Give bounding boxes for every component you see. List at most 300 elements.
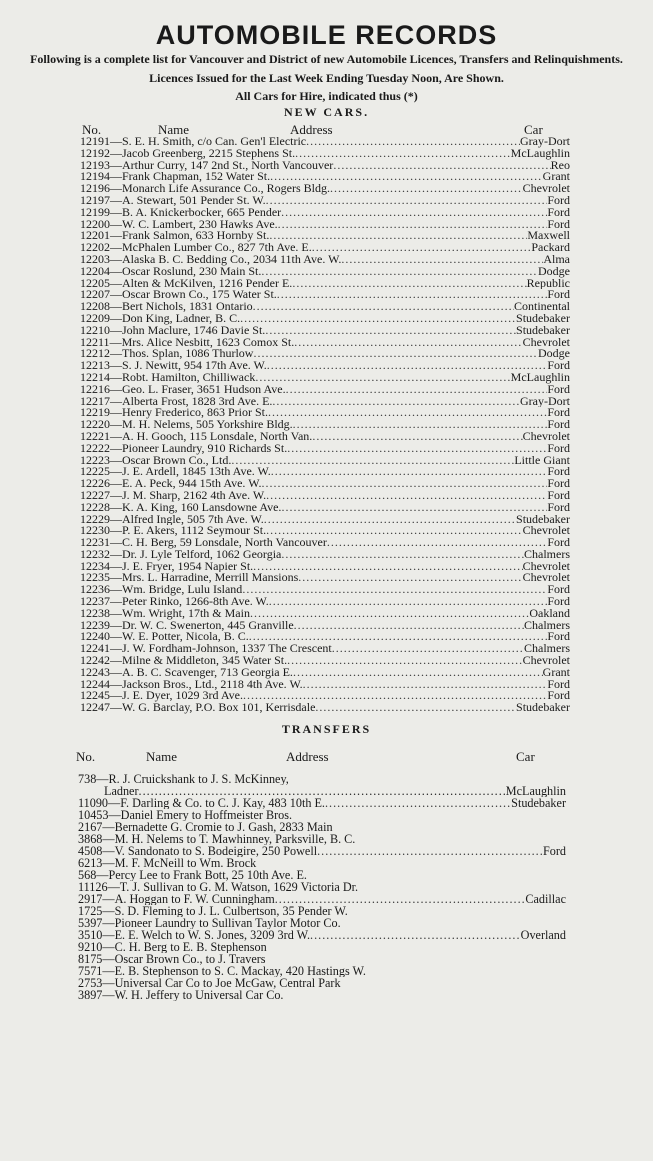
- leader-dots: [281, 502, 547, 514]
- list-item: [80, 443, 570, 455]
- list-item: [80, 702, 570, 714]
- car-make: Ford: [547, 596, 570, 608]
- list-item: [78, 905, 566, 917]
- transfers-list: [0, 773, 653, 1001]
- entry-text: Henry Frederico, 863 Prior St.: [122, 407, 268, 420]
- separator-dash: —: [102, 857, 115, 870]
- separator-dash: —: [96, 869, 109, 882]
- car-make: Chalmers: [524, 548, 570, 561]
- leader-dots: [292, 278, 526, 290]
- leader-dots: [325, 797, 511, 809]
- car-make: Grant: [542, 666, 570, 679]
- car-make: Chevrolet: [522, 430, 570, 443]
- entry-text: Pioneer Laundry to Sullivan Taylor Motor Co.: [114, 917, 341, 930]
- leader-dots: [253, 561, 523, 573]
- leader-dots: [327, 537, 547, 549]
- list-item: [78, 929, 566, 941]
- separator-dash: —: [110, 454, 122, 467]
- entry-text: A. Hoggan to F. W. Cunningham: [114, 893, 275, 906]
- separator-dash: —: [110, 171, 122, 184]
- leader-dots: [270, 171, 543, 183]
- list-item: [78, 857, 566, 869]
- entry-text: P. E. Akers, 1112 Seymour St.: [122, 525, 267, 538]
- separator-dash: —: [110, 466, 122, 479]
- leader-dots: [330, 183, 523, 195]
- separator-dash: —: [110, 383, 122, 396]
- list-item: [80, 549, 570, 561]
- separator-dash: —: [110, 194, 122, 207]
- list-item: [78, 773, 566, 785]
- list-item: [78, 989, 566, 1001]
- separator-dash: —: [110, 395, 122, 408]
- car-make: Ford: [547, 407, 570, 420]
- leader-dots: [341, 254, 543, 266]
- entry-text: Percy Lee to Frank Bott, 25 10th Ave. E.: [108, 869, 307, 882]
- leader-dots: [293, 667, 543, 679]
- car-make: Dodge: [538, 265, 570, 278]
- entry-text: A. B. C. Scavenger, 713 Georgia E.: [122, 666, 293, 679]
- leader-dots: [261, 478, 547, 490]
- list-item: [80, 207, 570, 219]
- entry-text: Frank Chapman, 152 Water St.: [122, 171, 271, 184]
- record-number: 12222: [80, 442, 110, 455]
- list-item: [80, 502, 570, 514]
- car-make: Republic: [526, 277, 570, 290]
- car-make: Little Giant: [514, 454, 570, 467]
- record-number: 12200: [80, 218, 110, 231]
- entry-text: C. H. Berg to E. B. Stephenson: [114, 941, 267, 954]
- car-make: Ford: [547, 289, 570, 302]
- list-item: [80, 325, 570, 337]
- record-number: 12192: [80, 147, 110, 160]
- list-item-continuation: [104, 785, 566, 797]
- leader-dots: [315, 702, 516, 714]
- entry-text: Frank Salmon, 633 Hornby St.: [122, 230, 270, 243]
- record-number: 3510: [78, 929, 103, 942]
- record-number: 12209: [80, 312, 110, 325]
- entry-text: K. A. King, 160 Lansdowne Ave.: [122, 501, 282, 514]
- column-car: Car: [516, 749, 535, 765]
- car-make: Studebaker: [516, 513, 570, 526]
- record-number: 12231: [80, 537, 110, 549]
- entry-text: W. H. Jeffery to Universal Car Co.: [114, 989, 284, 1002]
- car-make: Chevrolet: [522, 655, 570, 667]
- entry-text: J. M. Sharp, 2162 4th Ave. W.: [122, 489, 267, 502]
- entry-text: Ladner: [104, 785, 139, 798]
- list-item: [80, 384, 570, 396]
- entry-text: Jacob Greenberg, 2215 Stephens St.: [122, 147, 296, 160]
- separator-dash: —: [110, 690, 122, 703]
- separator-dash: —: [110, 525, 122, 538]
- separator-dash: —: [110, 702, 122, 715]
- list-item: [80, 289, 570, 301]
- leader-dots: [278, 219, 548, 231]
- leader-dots: [271, 466, 548, 478]
- entry-text: Monarch Life Assurance Co., Rogers Bldg.: [122, 183, 330, 195]
- separator-dash: —: [102, 929, 115, 942]
- entry-text: John Maclure, 1746 Davie St.: [122, 324, 266, 337]
- leader-dots: [310, 929, 521, 941]
- entry-text: Don King, Ladner, B. C.: [122, 312, 241, 325]
- list-item: [78, 809, 566, 821]
- record-number: 12238: [80, 607, 110, 620]
- leader-dots: [333, 160, 550, 172]
- list-item: [80, 596, 570, 608]
- entry-text: Robt. Hamilton, Chilliwack: [122, 371, 256, 384]
- list-item: [80, 525, 570, 537]
- car-make: Chevrolet: [522, 560, 570, 573]
- record-number: 11090: [78, 797, 109, 810]
- separator-dash: —: [110, 324, 122, 337]
- entry-text: M. F. McNeill to Wm. Brock: [114, 857, 257, 870]
- list-item: [80, 643, 570, 655]
- separator-dash: —: [110, 548, 122, 561]
- entry-text: W. E. Potter, Nicola, B. C.: [122, 631, 249, 644]
- separator-dash: —: [96, 773, 109, 786]
- separator-dash: —: [110, 619, 122, 632]
- entry-text: J. E. Dyer, 1029 3rd Ave.: [122, 690, 243, 703]
- record-number: 12196: [80, 183, 110, 195]
- record-number: 12205: [80, 277, 110, 290]
- separator-dash: —: [110, 430, 122, 443]
- entry-text: A. Stewart, 501 Pender St. W.: [122, 194, 266, 207]
- list-item: [78, 869, 566, 881]
- car-make: Ford: [547, 489, 570, 502]
- list-item: [80, 348, 570, 360]
- separator-dash: —: [110, 136, 122, 148]
- car-make: Overland: [520, 929, 566, 942]
- list-item: [80, 278, 570, 290]
- leader-dots: [266, 525, 523, 537]
- list-item: [78, 845, 566, 857]
- separator-dash: —: [110, 301, 122, 313]
- record-number: 12201: [80, 230, 110, 243]
- entry-text: Dr. W. C. Swenerton, 445 Granville: [122, 619, 294, 632]
- list-item: [80, 679, 570, 691]
- separator-dash: —: [110, 584, 122, 597]
- car-make: McLaughlin: [505, 785, 566, 798]
- leader-dots: [266, 195, 548, 207]
- entry-text: Thos. Splan, 1086 Thurlow: [122, 348, 254, 361]
- record-number: 8175: [78, 953, 103, 966]
- leader-dots: [265, 325, 516, 337]
- leader-dots: [267, 360, 548, 372]
- list-item: [80, 584, 570, 596]
- leader-dots: [275, 893, 526, 905]
- list-item: [80, 655, 570, 667]
- separator-dash: —: [110, 360, 122, 372]
- record-number: 12247: [80, 702, 110, 715]
- transfers-heading: TRANSFERS: [281, 722, 372, 737]
- separator-dash: —: [102, 845, 115, 858]
- list-item: [78, 941, 566, 953]
- list-item: [78, 797, 566, 809]
- leader-dots: [312, 242, 532, 254]
- entry-text: Oscar Brown Co., to J. Travers: [114, 953, 266, 966]
- separator-dash: —: [110, 253, 122, 266]
- separator-dash: —: [110, 242, 122, 254]
- list-item: [78, 833, 566, 845]
- separator-dash: —: [110, 666, 122, 679]
- record-number: 12203: [80, 253, 110, 266]
- car-make: Ford: [547, 218, 570, 231]
- leader-dots: [332, 643, 524, 655]
- entry-text: Mrs. L. Harradine, Merrill Mansions: [122, 572, 299, 585]
- separator-dash: —: [110, 478, 122, 490]
- separator-dash: —: [110, 407, 122, 420]
- entry-text: Milne & Middleton, 345 Water St.: [122, 655, 288, 667]
- record-number: 12229: [80, 513, 110, 526]
- entry-text: T. J. Sullivan to G. M. Watson, 1629 Victoria Dr.: [119, 881, 359, 894]
- separator-dash: —: [110, 489, 122, 502]
- leader-dots: [294, 620, 524, 632]
- column-no: No.: [76, 749, 96, 765]
- record-number: 12191: [80, 136, 110, 148]
- separator-dash: —: [102, 821, 115, 834]
- list-item: [78, 821, 566, 833]
- entry-text: E. E. Welch to W. S. Jones, 3209 3rd W.: [114, 929, 311, 942]
- record-number: 12197: [80, 194, 110, 207]
- entry-text: F. Darling & Co. to C. J. Kay, 483 10th E.: [120, 797, 325, 810]
- record-number: 12244: [80, 678, 110, 691]
- car-make: Chalmers: [524, 643, 570, 656]
- list-item: [80, 219, 570, 231]
- separator-dash: —: [102, 977, 115, 990]
- car-make: Ford: [547, 631, 570, 644]
- car-make: Studebaker: [511, 797, 566, 810]
- intro-text: Following is a complete list for Vancouver and District of new Automobile Licences, Transfers and Relinquishments.: [30, 52, 623, 66]
- car-make: Ford: [547, 442, 570, 455]
- separator-dash: —: [110, 159, 122, 172]
- entry-text: Bernadette G. Cromie to J. Gash, 2833 Main: [114, 821, 333, 834]
- record-number: 4508: [78, 845, 103, 858]
- page-title: AUTOMOBILE RECORDS: [155, 20, 498, 50]
- car-make: Chevrolet: [522, 572, 570, 585]
- leader-dots: [312, 431, 522, 443]
- entry-text: E. B. Stephenson to S. C. Mackay, 420 Hastings W.: [114, 965, 366, 978]
- record-number: 9210: [78, 941, 103, 954]
- licences-note: Licences Issued for the Last Week Ending Tuesday Noon, Are Shown.: [149, 71, 504, 85]
- list-item: [80, 183, 570, 195]
- record-number: 12211: [80, 336, 110, 349]
- record-number: 12225: [80, 466, 110, 479]
- record-number: 12202: [80, 242, 110, 254]
- car-make: Ford: [547, 466, 570, 479]
- record-number: 10453: [78, 809, 109, 822]
- record-number: 12220: [80, 419, 110, 431]
- entry-text: Wm. Wright, 17th & Main: [122, 607, 250, 620]
- entry-text: S. J. Newitt, 954 17th Ave. W.: [122, 360, 267, 372]
- record-number: 12221: [80, 430, 110, 443]
- record-number: 12237: [80, 596, 110, 608]
- record-number: 12207: [80, 289, 110, 302]
- column-name: Name: [146, 749, 178, 765]
- entry-text: Peter Rinko, 1266-8th Ave. W.: [122, 596, 269, 608]
- separator-dash: —: [110, 655, 122, 667]
- entry-text: Pioneer Laundry, 910 Richards St.: [122, 442, 288, 455]
- separator-dash: —: [110, 537, 122, 549]
- car-make: Ford: [547, 501, 570, 514]
- entry-text: Oscar Brown Co., 175 Water St.: [122, 289, 277, 302]
- list-item: [80, 337, 570, 349]
- separator-dash: —: [110, 289, 122, 302]
- leader-dots: [298, 572, 522, 584]
- car-make: Studebaker: [516, 702, 570, 715]
- column-name: Name: [158, 122, 190, 137]
- separator-dash: —: [102, 893, 115, 906]
- list-item: [80, 360, 570, 372]
- car-make: Chevrolet: [522, 525, 570, 538]
- record-number: 12217: [80, 395, 110, 408]
- record-number: 12208: [80, 301, 110, 313]
- leader-dots: [306, 136, 520, 148]
- record-number: 12240: [80, 631, 110, 644]
- column-address: Address: [286, 749, 329, 765]
- record-number: 1725: [78, 905, 103, 918]
- leader-dots: [242, 584, 547, 596]
- list-item: [80, 572, 570, 584]
- leader-dots: [253, 348, 538, 360]
- entry-text: A. H. Gooch, 115 Lonsdale, North Van.: [122, 430, 313, 443]
- record-number: 2167: [78, 821, 103, 834]
- entry-text: Daniel Emery to Hoffmeister Bros.: [120, 809, 293, 822]
- entry-text: C. H. Berg, 59 Lonsdale, North Vancouver: [122, 537, 327, 549]
- column-car: Car: [524, 122, 543, 137]
- separator-dash: —: [102, 953, 115, 966]
- car-make: Ford: [547, 478, 570, 490]
- entry-text: Universal Car Co to Joe McGaw, Central Park: [114, 977, 341, 990]
- entry-text: E. A. Peck, 944 15th Ave. W.: [122, 478, 262, 490]
- leader-dots: [286, 384, 548, 396]
- separator-dash: —: [110, 442, 122, 455]
- list-item: [80, 620, 570, 632]
- list-item: [78, 893, 566, 905]
- car-make: Continental: [514, 301, 570, 313]
- list-item: [80, 254, 570, 266]
- car-make: Chalmers: [524, 619, 570, 632]
- record-number: 3897: [78, 989, 103, 1002]
- list-item: [80, 490, 570, 502]
- record-number: 11126: [78, 881, 108, 894]
- car-make: Packard: [531, 242, 570, 254]
- list-item: [80, 171, 570, 183]
- leader-dots: [281, 207, 547, 219]
- car-make: Studebaker: [516, 312, 570, 325]
- leader-dots: [250, 608, 529, 620]
- separator-dash: —: [109, 336, 122, 349]
- separator-dash: —: [107, 881, 120, 894]
- hire-note: All Cars for Hire, indicated thus (*): [235, 89, 418, 103]
- list-item: [80, 230, 570, 242]
- separator-dash: —: [110, 265, 122, 278]
- record-number: 12223: [80, 454, 110, 467]
- separator-dash: —: [102, 941, 115, 954]
- entry-text: W. C. Lambert, 230 Hawks Ave.: [122, 218, 278, 231]
- leader-dots: [266, 490, 547, 502]
- list-item: [80, 396, 570, 408]
- list-item: [80, 478, 570, 490]
- car-make: Ford: [547, 383, 570, 396]
- record-number: 12230: [80, 525, 110, 538]
- car-make: Chevrolet: [522, 336, 570, 349]
- separator-dash: —: [110, 560, 122, 573]
- record-number: 12193: [80, 159, 110, 172]
- column-no: No.: [82, 122, 102, 137]
- list-item: [80, 407, 570, 419]
- car-make: Ford: [547, 678, 570, 691]
- car-make: Cadillac: [525, 893, 566, 906]
- record-number: 12234: [80, 560, 110, 573]
- car-make: Gray-Dort: [520, 136, 570, 148]
- entry-text: Arthur Curry, 147 2nd St., North Vancouver: [122, 159, 334, 172]
- leader-dots: [281, 549, 524, 561]
- record-number: 12219: [80, 407, 110, 420]
- record-number: 12210: [80, 324, 110, 337]
- separator-dash: —: [110, 312, 122, 325]
- list-item: [80, 537, 570, 549]
- entry-text: V. Sandonato to S. Bodeigire, 250 Powell: [114, 845, 318, 858]
- record-number: 2753: [78, 977, 103, 990]
- leader-dots: [269, 596, 548, 608]
- car-make: Dodge: [538, 348, 570, 361]
- separator-dash: —: [110, 147, 122, 160]
- separator-dash: —: [110, 643, 122, 656]
- leader-dots: [240, 313, 516, 325]
- record-number: 568: [78, 869, 97, 882]
- separator-dash: —: [110, 371, 122, 384]
- leader-dots: [264, 514, 516, 526]
- record-number: 3868: [78, 833, 103, 846]
- separator-dash: —: [110, 218, 122, 231]
- car-make: Ford: [547, 194, 570, 207]
- list-item: [80, 608, 570, 620]
- leader-dots: [295, 148, 511, 160]
- list-item: [80, 667, 570, 679]
- entry-text: Alten & McKilven, 1216 Pender E.: [122, 277, 293, 290]
- car-make: Studebaker: [516, 324, 570, 337]
- list-item: [80, 372, 570, 384]
- separator-dash: —: [110, 277, 122, 290]
- leader-dots: [293, 419, 548, 431]
- entry-text: R. J. Cruickshank to J. S. McKinney,: [108, 773, 289, 786]
- entry-text: Alaska B. C. Bedding Co., 2034 11th Ave. W.: [122, 253, 342, 266]
- car-make: Ford: [547, 690, 570, 703]
- entry-text: Jackson Bros., Ltd., 2118 4th Ave. W.: [122, 678, 303, 691]
- record-number: 12228: [80, 501, 110, 514]
- record-number: 12199: [80, 206, 110, 219]
- entry-text: Wm. Bridge, Lulu Island: [122, 584, 243, 597]
- record-number: 12212: [80, 348, 110, 361]
- entry-text: Bert Nichols, 1831 Ontario: [122, 301, 253, 313]
- record-number: 12239: [80, 619, 110, 632]
- record-number: 6213: [78, 857, 103, 870]
- separator-dash: —: [110, 572, 122, 585]
- leader-dots: [287, 443, 547, 455]
- separator-dash: —: [110, 206, 122, 219]
- entry-text: Oscar Brown Co., Ltd.: [122, 454, 232, 467]
- transfers-column-headers: [0, 749, 653, 767]
- car-make: Ford: [542, 845, 566, 858]
- list-item: [80, 242, 570, 254]
- record-number: 12216: [80, 383, 110, 396]
- leader-dots: [261, 266, 538, 278]
- entry-text: M. H. Nelems to T. Mawhinney, Parksville, B. C.: [114, 833, 356, 846]
- list-item: [78, 881, 566, 893]
- record-number: 2917: [78, 893, 103, 906]
- entry-text: S. E. H. Smith, c/o Can. Gen'l Electric: [122, 136, 307, 148]
- entry-text: Geo. L. Fraser, 3651 Hudson Ave.: [122, 383, 286, 396]
- list-item: [80, 419, 570, 431]
